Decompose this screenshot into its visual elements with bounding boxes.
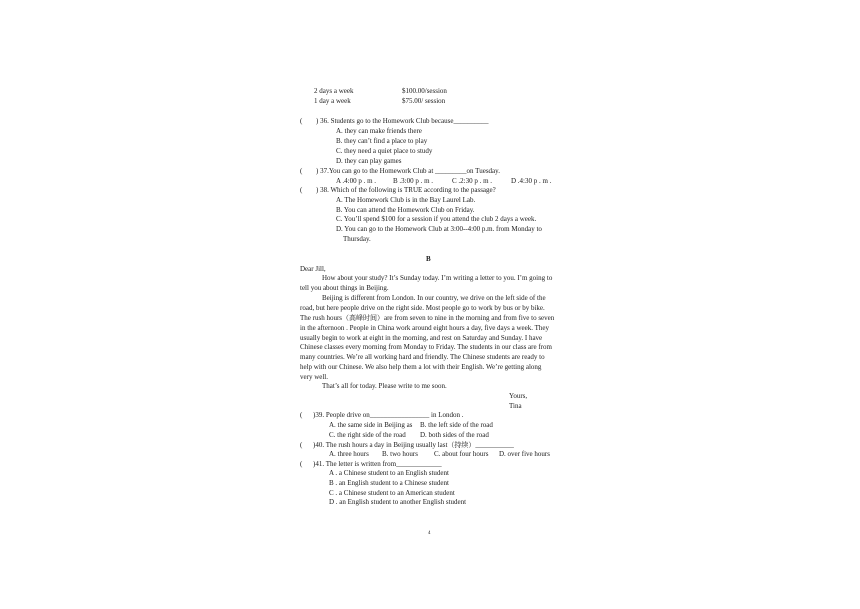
q41-option-c: C . a Chinese student to an American student: [329, 489, 455, 497]
q38-option-d-cont: Thursday.: [343, 235, 371, 243]
section-heading: B: [426, 255, 431, 263]
page-number: 4: [428, 531, 431, 536]
answer-paren: (: [300, 411, 303, 419]
schedule-days-2: 1 day a week: [314, 97, 351, 105]
answer-paren: (: [300, 460, 303, 468]
q36-option-c: C. they need a quiet place to study: [336, 147, 433, 155]
q40-option-a: A. three hours: [329, 450, 369, 458]
q40-option-c: C. about four hours: [434, 450, 489, 458]
letter-p1-line: How about your study? It’s Sunday today. I’m writing a letter to you. I’m going to: [322, 274, 553, 282]
letter-greeting: Dear Jill,: [300, 265, 326, 273]
q37-option-b: B .3:00 p . m .: [393, 177, 434, 185]
q36-option-d: D. they can play games: [336, 157, 402, 165]
q41-option-d: D . an English student to another English student: [329, 498, 467, 506]
q40-option-d: D. over five hours: [499, 450, 550, 458]
q38-option-c: C. You’ll spend $100 for a session if you attend the club 2 days a week.: [336, 215, 537, 223]
letter-p2-line: usually begin to work at eight in the morning, and rest on Saturday and Sunday. I have: [300, 334, 543, 342]
question-38-stem: ) 38. Which of the following is TRUE according to the passage?: [316, 186, 496, 194]
question-41-stem: )41. The letter is written from_____________: [313, 460, 442, 468]
question-36-stem: ) 36. Students go to the Homework Club because__________: [316, 117, 489, 125]
letter-p1-line: tell you about things in Beijing.: [300, 284, 389, 292]
q38-option-a: A. The Homework Club is in the Bay Laurel Lab.: [336, 196, 476, 204]
letter-p2-line: help with our Chinese. We also help them a lot with their English. We’re getting along: [300, 363, 542, 371]
answer-paren: (: [300, 167, 303, 175]
letter-p2-line: very well.: [300, 373, 328, 381]
letter-p2-line: many countries. We’re all working hard and friendly. The Chinese students are ready to: [300, 353, 545, 361]
schedule-price-2: $75.00/ session: [402, 97, 446, 105]
q36-option-b: B. they can’t find a place to play: [336, 137, 428, 145]
q39-option-d: D. both sides of the road: [420, 431, 489, 439]
q40-option-b: B. two hours: [382, 450, 418, 458]
letter-p3: That’s all for today. Please write to me soon.: [322, 382, 447, 390]
q37-option-d: D .4:30 p . m .: [511, 177, 552, 185]
q39-option-c: C. the right side of the road: [329, 431, 406, 439]
letter-p2-line: road, but here people drive on the right side. Most people go to work by bus or by bike.: [300, 304, 545, 312]
letter-closing: Yours,: [509, 392, 528, 400]
q39-option-a: A. the same side in Beijing as: [329, 421, 413, 429]
answer-paren: (: [300, 186, 303, 194]
letter-p2-line: Chinese classes every morning from Monday to Friday. The students in our class are from: [300, 343, 552, 351]
q37-option-c: C .2:30 p . m .: [452, 177, 493, 185]
q38-option-b: B. You can attend the Homework Club on Friday.: [336, 206, 475, 214]
q41-option-b: B . an English student to a Chinese student: [329, 479, 449, 487]
question-37-stem: ) 37.You can go to the Homework Club at _________on Tuesday.: [316, 167, 500, 175]
q36-option-a: A. they can make friends there: [336, 127, 422, 135]
question-40-stem: )40. The rush hours a day in Beijing usually last（持续）___________: [313, 441, 514, 449]
answer-paren: (: [300, 441, 303, 449]
letter-signature: Tina: [509, 402, 522, 410]
answer-paren: (: [300, 117, 303, 125]
schedule-days-1: 2 days a week: [314, 87, 354, 95]
letter-p2-line: in the afternoon . People in China work around eight hours a day, five days a week. They: [300, 324, 550, 332]
q39-option-b: B. the left side of the road: [420, 421, 493, 429]
letter-p2-line: Beijing is different from London. In our country, we drive on the left side of the: [322, 294, 546, 302]
question-39-stem: )39. People drive on_________________ in London .: [313, 411, 464, 419]
q37-option-a: A .4:00 p . m .: [336, 177, 377, 185]
q41-option-a: A . a Chinese student to an English student: [329, 469, 449, 477]
schedule-price-1: $100.00/session: [402, 87, 447, 95]
q38-option-d: D. You can go to the Homework Club at 3:00--4:00 p.m. from Monday to: [336, 225, 542, 233]
letter-p2-line: The rush hours（高峰时间）are from seven to nine in the morning and from five to seven: [300, 314, 555, 322]
